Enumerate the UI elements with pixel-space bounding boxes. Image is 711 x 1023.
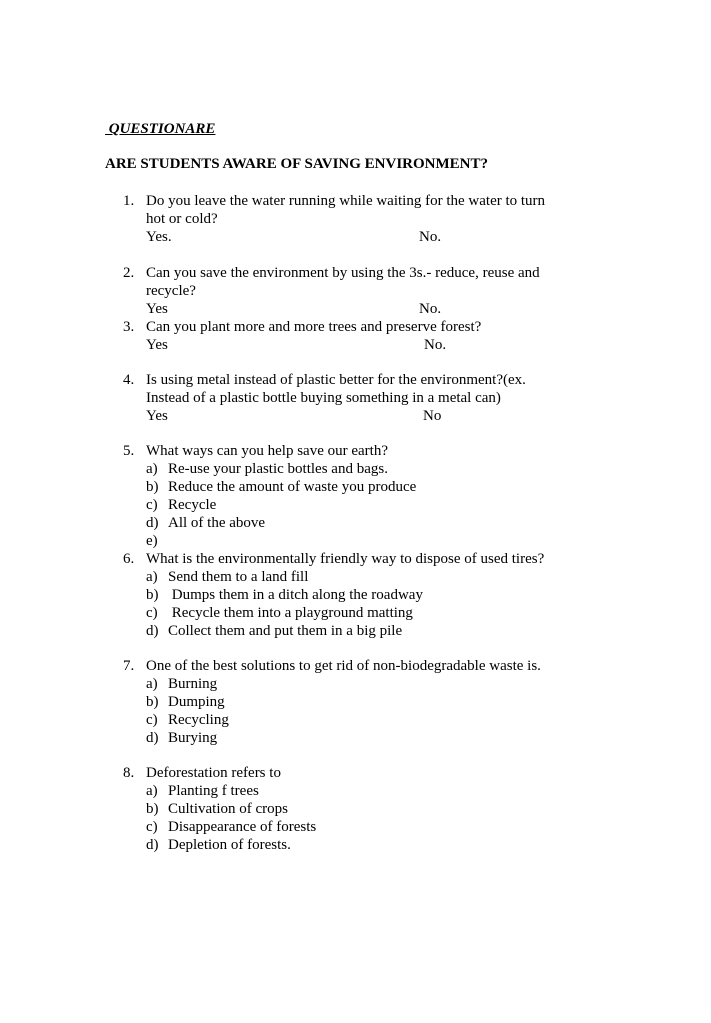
option-text: Collect them and put them in a big pile — [168, 623, 403, 639]
option-text: All of the above — [168, 515, 266, 531]
question-number: 4. — [123, 372, 135, 388]
option-text: Re-use your plastic bottles and bags. — [168, 461, 388, 477]
no-option: No — [423, 408, 442, 424]
answer-option-c — [146, 496, 603, 514]
yes-option: Yes — [146, 408, 168, 424]
question-number: 6. — [123, 551, 135, 567]
option-letter: b) — [146, 801, 159, 817]
answer-option-c — [146, 818, 603, 836]
option-text: Send them to a land fill — [168, 569, 309, 585]
yes-no-choice — [146, 228, 603, 246]
question-text: Deforestation refers to — [146, 765, 281, 781]
answer-option-a — [146, 782, 603, 800]
answer-option-d — [146, 729, 603, 747]
option-letter: d) — [146, 623, 159, 639]
question-4 — [123, 371, 603, 425]
option-letter: d) — [146, 837, 159, 853]
answer-option-e — [146, 532, 603, 550]
option-letter: e) — [146, 533, 158, 549]
answer-option-b — [146, 478, 603, 496]
question-text: Instead of a plastic bottle buying something in a metal can) — [146, 390, 501, 406]
option-text: Recycle — [168, 497, 217, 513]
question-text: What is the environmentally friendly way to dispose of used tires? — [146, 551, 545, 567]
question-number: 8. — [123, 765, 135, 781]
option-letter: b) — [146, 587, 159, 603]
option-text: Cultivation of crops — [168, 801, 288, 817]
answer-option-c — [146, 604, 603, 622]
question-2 — [123, 264, 603, 318]
answer-option-a — [146, 568, 603, 586]
question-text: recycle? — [146, 283, 196, 299]
survey-title: ARE STUDENTS AWARE OF SAVING ENVIRONMENT? — [105, 156, 488, 172]
question-text: Can you save the environment by using the 3s.- reduce, reuse and — [146, 265, 540, 281]
answer-option-a — [146, 460, 603, 478]
question-number: 1. — [123, 193, 135, 209]
no-option: No. — [419, 229, 442, 245]
answer-option-d — [146, 836, 603, 854]
yes-option: Yes — [146, 301, 168, 317]
question-text: Do you leave the water running while waiting for the water to turn — [146, 193, 546, 209]
option-letter: c) — [146, 712, 158, 728]
yes-no-choice — [146, 336, 603, 354]
question-text: Can you plant more and more trees and preserve forest? — [146, 319, 482, 335]
option-letter: c) — [146, 605, 158, 621]
yes-option: Yes. — [146, 229, 172, 245]
question-5 — [123, 442, 603, 550]
option-text: Disappearance of forests — [168, 819, 317, 835]
answer-option-c — [146, 711, 603, 729]
answer-option-b — [146, 800, 603, 818]
question-text: One of the best solutions to get rid of non-biodegradable waste is. — [146, 658, 541, 674]
option-letter: b) — [146, 694, 159, 710]
option-text: Reduce the amount of waste you produce — [168, 479, 417, 495]
no-option: No. — [424, 337, 447, 353]
question-number: 5. — [123, 443, 135, 459]
option-letter: c) — [146, 497, 158, 513]
yes-option: Yes — [146, 337, 168, 353]
option-letter: d) — [146, 515, 159, 531]
yes-no-choice — [146, 300, 603, 318]
questionnaire-heading: QUESTIONARE — [105, 121, 216, 137]
answer-option-d — [146, 514, 603, 532]
option-text: Burying — [168, 730, 218, 746]
option-letter: a) — [146, 461, 158, 477]
option-letter: a) — [146, 676, 158, 692]
question-text: hot or cold? — [146, 211, 218, 227]
question-text: What ways can you help save our earth? — [146, 443, 388, 459]
question-3 — [123, 318, 603, 354]
question-7 — [123, 657, 603, 747]
question-8 — [123, 764, 603, 854]
answer-option-b — [146, 693, 603, 711]
answer-option-d — [146, 622, 603, 640]
option-text: Burning — [168, 676, 218, 692]
question-number: 7. — [123, 658, 135, 674]
option-letter: b) — [146, 479, 159, 495]
question-text: Is using metal instead of plastic better for the environment?(ex. — [146, 372, 526, 388]
option-text: Depletion of forests. — [168, 837, 291, 853]
answer-option-a — [146, 675, 603, 693]
option-text: Recycling — [168, 712, 229, 728]
option-letter: d) — [146, 730, 159, 746]
option-text: Recycle them into a playground matting — [168, 605, 413, 621]
option-text: Dumping — [168, 694, 225, 710]
option-letter: a) — [146, 569, 158, 585]
answer-option-b — [146, 586, 603, 604]
option-letter: a) — [146, 783, 158, 799]
option-text: Planting f trees — [168, 783, 259, 799]
no-option: No. — [419, 301, 442, 317]
question-number: 2. — [123, 265, 135, 281]
yes-no-choice — [146, 407, 603, 425]
question-1 — [123, 192, 603, 246]
question-number: 3. — [123, 319, 135, 335]
option-text: Dumps them in a ditch along the roadway — [168, 587, 423, 603]
question-6 — [123, 550, 603, 640]
option-letter: c) — [146, 819, 158, 835]
